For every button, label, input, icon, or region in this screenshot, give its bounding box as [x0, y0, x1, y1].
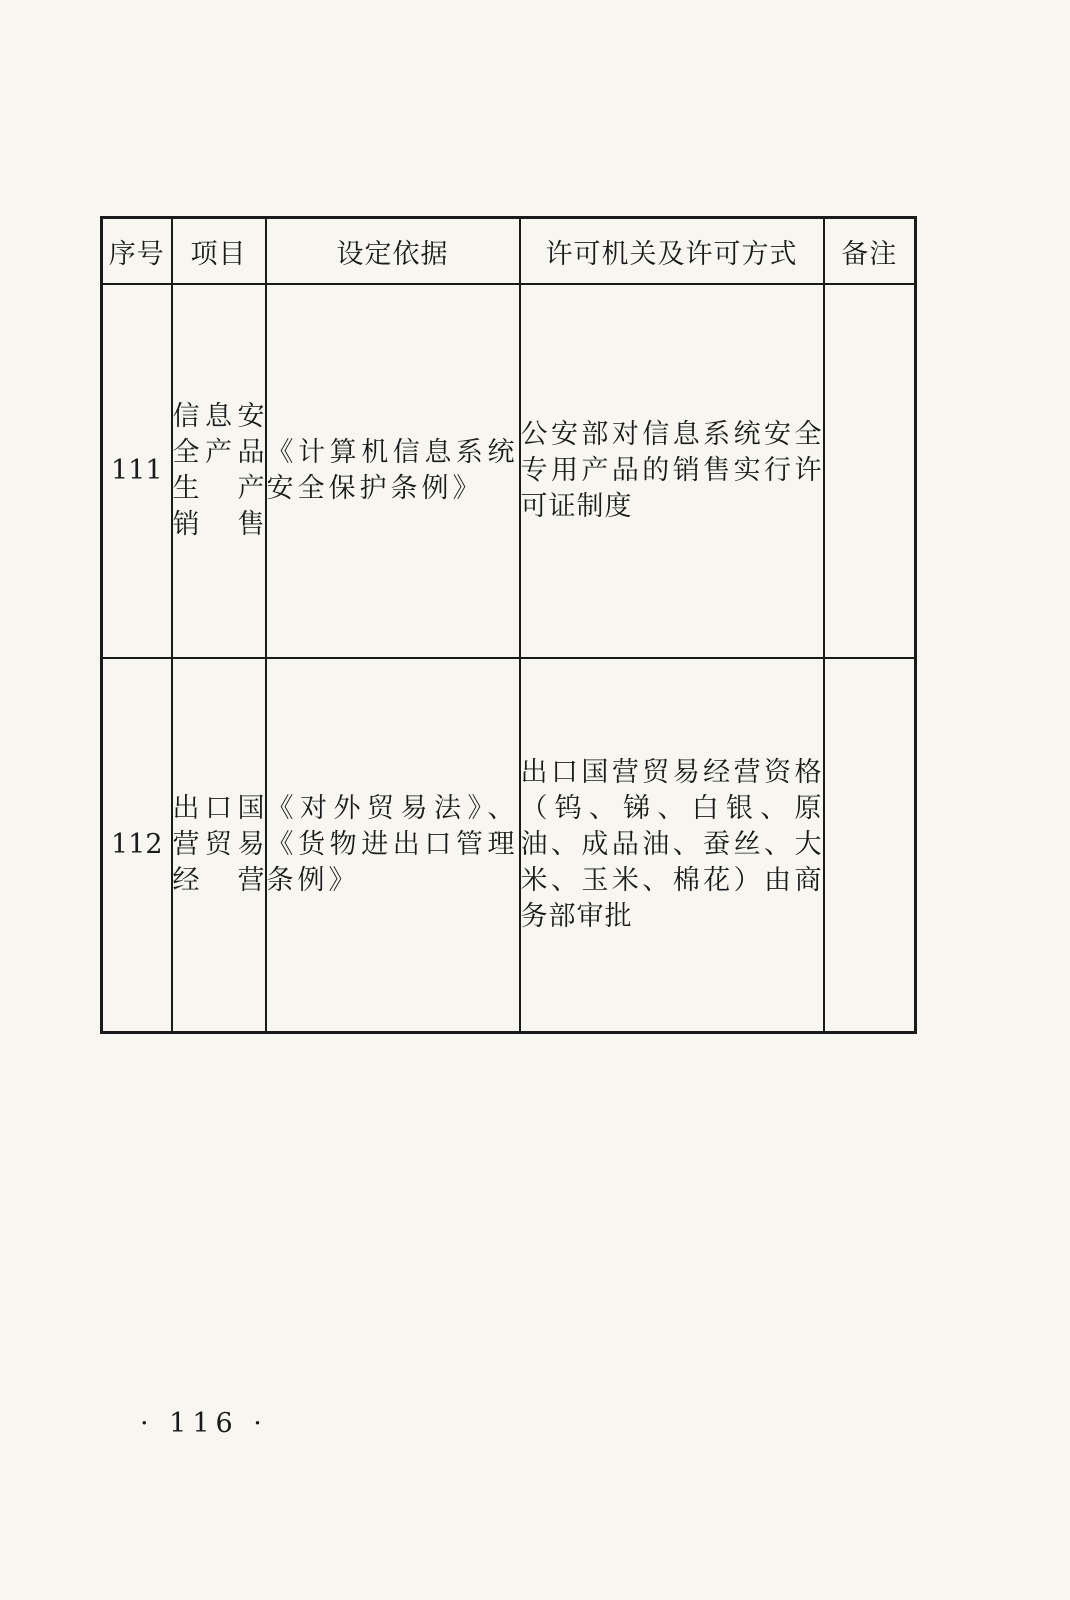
row-number: 111 — [102, 284, 172, 658]
row-notes — [824, 284, 916, 658]
row-item-line: 信息安 — [172, 401, 265, 432]
row-item-line: 生 产 — [172, 473, 265, 504]
row-item — [172, 658, 266, 1033]
header-number: 序号 — [102, 218, 172, 285]
row-notes — [824, 658, 916, 1033]
row-authority: 公安部对信息系统安全专用产品的销售实行许可证制度 — [520, 284, 824, 658]
table-row — [102, 284, 916, 658]
row-item-line: 经 营 — [172, 865, 265, 896]
header-authority: 许可机关及许可方式 — [520, 218, 824, 285]
row-basis: 《对外贸易法》、《货物进出口管理条例》 — [266, 658, 520, 1033]
permit-table — [100, 216, 917, 1034]
row-basis: 《计算机信息系统安全保护条例》 — [266, 284, 520, 658]
row-item-line: 营贸易 — [172, 829, 265, 860]
row-item-line: 出口国 — [172, 793, 265, 824]
row-authority: 出口国营贸易经营资格（钨、锑、白银、原油、成品油、蚕丝、大米、玉米、棉花）由商务部审批 — [520, 658, 824, 1033]
row-item-line: 销 售 — [172, 509, 265, 540]
header-notes: 备注 — [824, 218, 916, 285]
row-item — [172, 284, 266, 658]
page-number: · 116 · — [140, 1408, 268, 1439]
header-basis: 设定依据 — [266, 218, 520, 285]
row-number: 112 — [102, 658, 172, 1033]
table-row — [102, 658, 916, 1033]
row-item-line: 全产品 — [172, 437, 265, 468]
table-header-row — [102, 218, 916, 285]
header-item: 项目 — [172, 218, 266, 285]
